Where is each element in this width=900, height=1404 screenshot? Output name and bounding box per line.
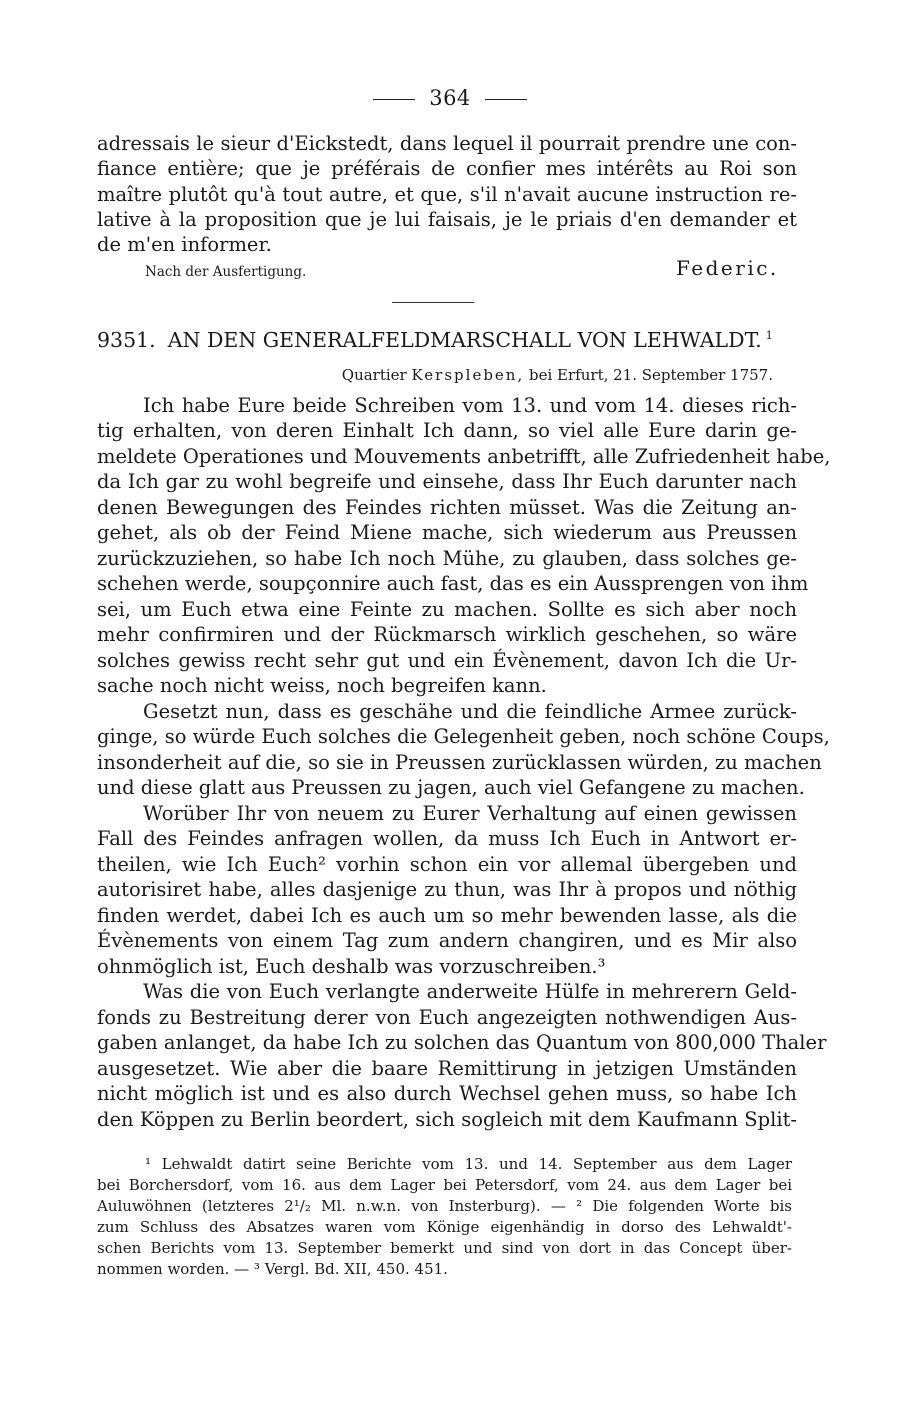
page-number: 364 [429, 86, 471, 110]
footnote-line: zum Schluss des Absatzes waren vom Könige eigenhändig in dorso des Lehwaldt'- [97, 1218, 792, 1236]
body-line: finden werdet, dabei Ich es auch um so mehr bewenden lasse, als die [97, 904, 797, 927]
body-line: ausgesetzet. Wie aber die baare Remittirung in jetzigen Umständen [97, 1057, 797, 1080]
body-line: Was die von Euch verlangte anderweite Hülfe in mehrerern Geld- [143, 980, 797, 1003]
document-number: 9351. [97, 328, 156, 352]
source-note: Nach der Ausfertigung. [145, 264, 307, 280]
body-line: gaben anlanget, da habe Ich zu solchen das Quantum von 800,000 Thaler [97, 1031, 827, 1054]
continuation-line: fiance entière; que je préférais de confier mes intérêts au Roi son [97, 157, 797, 180]
body-line: Fall des Feindes anfragen wollen, da muss Ich Euch in Antwort er- [97, 827, 797, 850]
body-line: Ich habe Eure beide Schreiben vom 13. und vom 14. dieses rich- [143, 394, 797, 417]
body-line: schehen werde, soupçonnire auch fast, das es ein Aussprengen von ihm [97, 572, 809, 595]
body-line: nicht möglich ist und es also durch Wechsel gehen muss, so habe Ich [97, 1082, 797, 1105]
body-line: Évènements von einem Tag zum andern changiren, und es Mir also [97, 929, 797, 952]
dateline-rest: bei Erfurt, 21. September 1757. [529, 366, 773, 384]
body-line: und diese glatt aus Preussen zu jagen, auch viel Gefangene zu machen. [97, 776, 805, 799]
continuation-line: maître plutôt qu'à tout autre, et que, s'il n'avait aucune instruction re- [97, 183, 797, 206]
body-line: da Ich gar zu wohl begreife und einsehe, dass Ihr Euch darunter nach [97, 470, 797, 493]
document-heading [97, 328, 773, 352]
body-line: zurückzuziehen, so habe Ich noch Mühe, zu glauben, dass solches ge- [97, 547, 797, 570]
dateline-prefix: Quartier [341, 366, 407, 384]
body-line: sei, um Euch etwa eine Feinte zu machen. Sollte es sich aber noch [97, 598, 797, 621]
body-line: fonds zu Bestreitung derer von Euch angezeigten nothwendigen Aus- [97, 1006, 797, 1029]
body-line: solches gewiss recht sehr gut und ein Évènement, davon Ich die Ur- [97, 649, 797, 672]
body-line: sache noch nicht weiss, noch begreifen kann. [97, 674, 547, 697]
body-line: gehet, als ob der Feind Miene mache, sich wiederum aus Preussen [97, 521, 797, 544]
body-line: tig erhalten, von deren Einhalt Ich dann, so viel alle Eure darin ge- [97, 419, 797, 442]
body-line: autorisiret habe, alles dasjenige zu thun, was Ihr à propos und nöthig [97, 878, 797, 901]
body-line: Gesetzt nun, dass es geschähe und die feindliche Armee zurück- [143, 700, 797, 723]
continuation-line: de m'en informer. [97, 233, 272, 256]
document-title: AN DEN GENERALFELDMARSCHALL VON LEHWALDT. [167, 328, 762, 352]
continuation-line: lative à la proposition que je lui faisais, je le priais d'en demander et [97, 208, 797, 231]
footnote-line: nommen worden. — ³ Vergl. Bd. XII, 450. 451. [97, 1260, 448, 1278]
footnote-mark: 1 [765, 329, 773, 342]
body-line: Worüber Ihr von neuem zu Eurer Verhaltung auf einen gewissen [143, 802, 797, 825]
footnote-line: bei Borchersdorf, vom 16. aus dem Lager bei Petersdorf, vom 24. aus dem Lager bei [97, 1176, 792, 1194]
body-line: den Köppen zu Berlin beordert, sich sogleich mit dem Kaufmann Split- [97, 1108, 797, 1131]
dateline-place: Kerspleben, [411, 366, 525, 384]
dateline [342, 366, 773, 384]
body-line: insonderheit auf die, so sie in Preussen zurücklassen würden, zu machen [97, 751, 822, 774]
header-dash-left [373, 99, 415, 100]
section-divider [392, 302, 474, 303]
continuation-line: adressais le sieur d'Eickstedt, dans lequel il pourrait prendre une con- [97, 132, 797, 155]
page-header [0, 86, 900, 110]
body-line: denen Bewegungen des Feindes richten müsset. Was die Zeitung an- [97, 496, 797, 519]
body-line: ginge, so würde Euch solches die Gelegenheit geben, noch schöne Coups, [97, 725, 830, 748]
body-line: mehr confirmiren und der Rückmarsch wirklich geschehen, so wäre [97, 623, 797, 646]
body-line: meldete Operationes und Mouvements anbetrifft, alle Zufriedenheit habe, [97, 445, 831, 468]
footnote-line: ¹ Lehwaldt datirt seine Berichte vom 13. und 14. September aus dem Lager [145, 1155, 792, 1173]
footnote-line: Auluwöhnen (letzteres 2¹/₂ Ml. n.w.n. von Insterburg). — ² Die folgenden Worte bis [97, 1197, 792, 1215]
body-line: ohnmöglich ist, Euch deshalb was vorzuschreiben.³ [97, 955, 606, 978]
header-dash-right [485, 99, 527, 100]
signature: Federic. [676, 256, 779, 280]
body-line: theilen, wie Ich Euch² vorhin schon ein vor allemal übergeben und [97, 853, 797, 876]
footnote-line: schen Berichts vom 13. September bemerkt und sind von dort in das Concept über- [97, 1239, 792, 1257]
